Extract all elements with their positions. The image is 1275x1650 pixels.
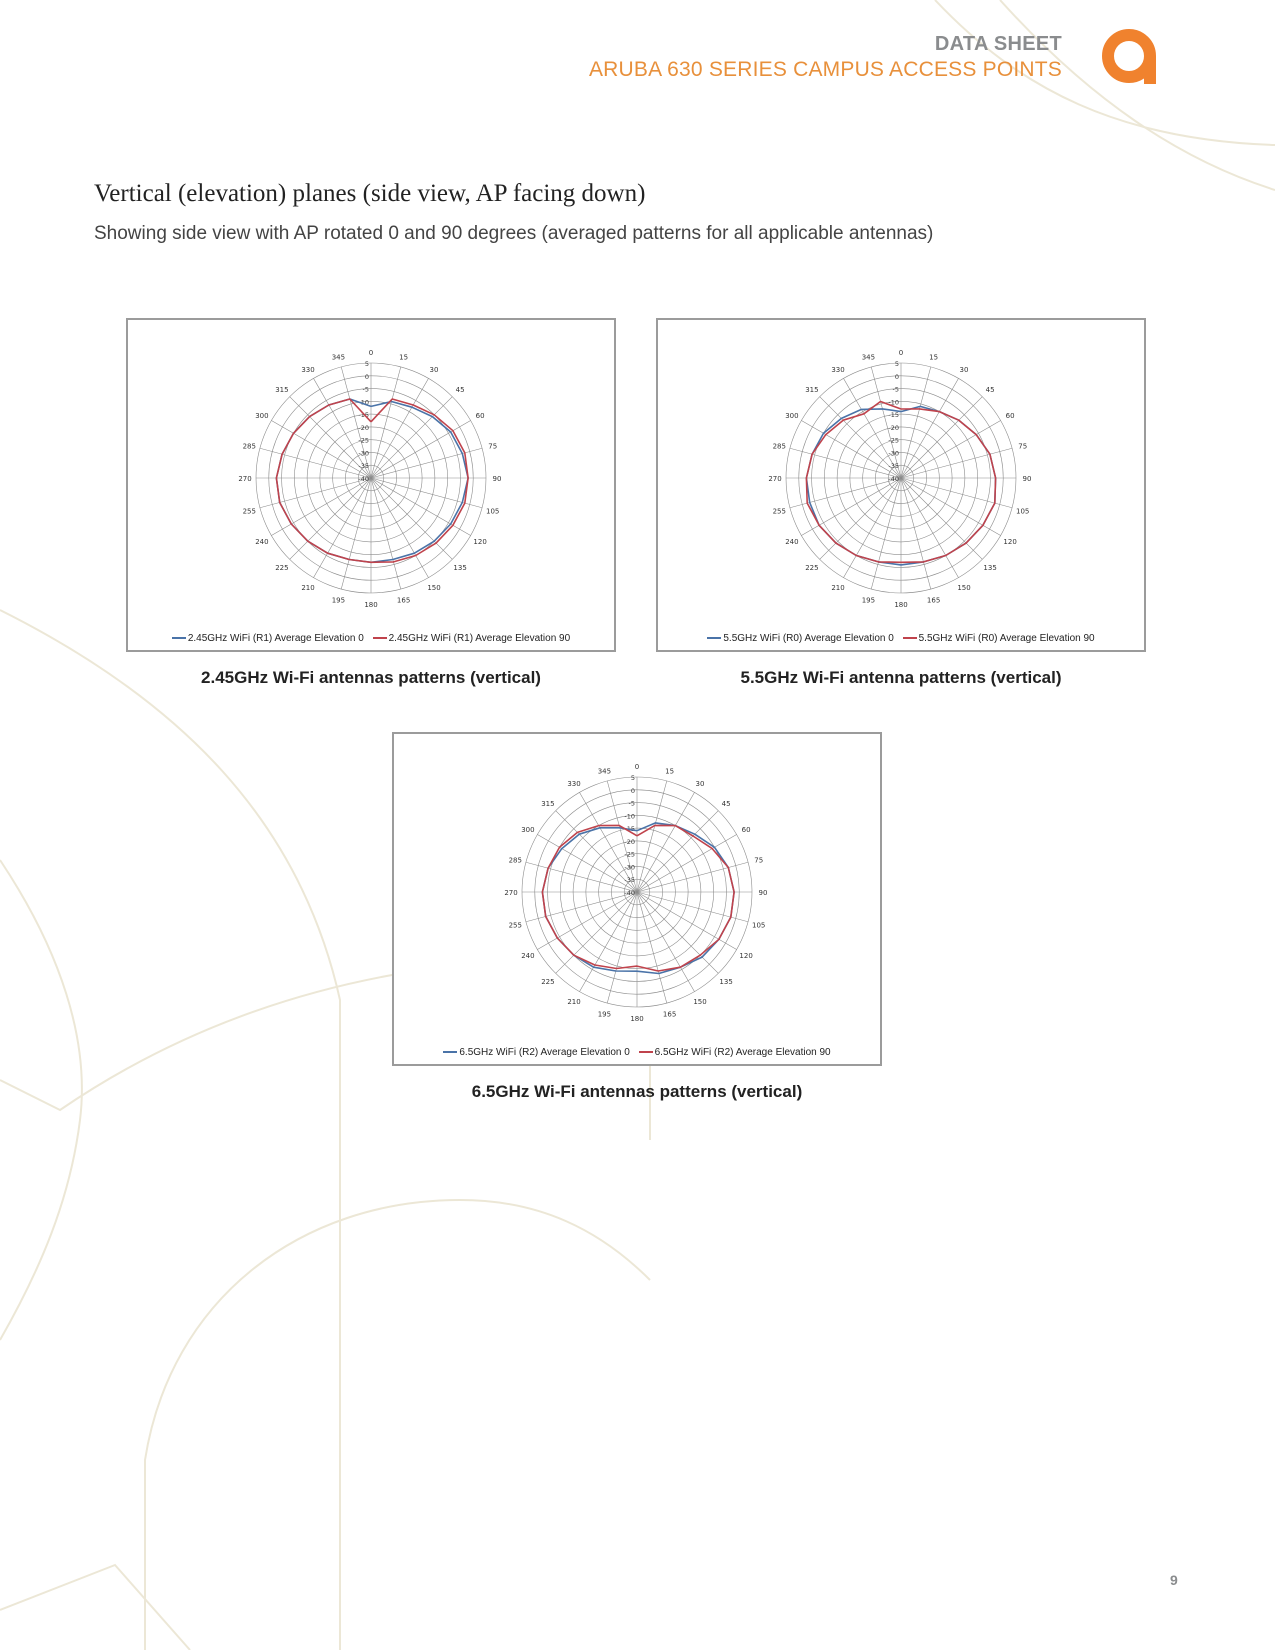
- chart-caption: 2.45GHz Wi-Fi antennas patterns (vertical): [201, 668, 541, 687]
- legend-label: 6.5GHz WiFi (R2) Average Elevation 90: [654, 1047, 831, 1058]
- legend-item: [903, 633, 1095, 644]
- polar-grid-spoke: [637, 862, 748, 892]
- angle-tick-label: 300: [521, 826, 535, 834]
- angle-tick-label: 120: [1003, 538, 1017, 546]
- angle-tick-label: 195: [861, 596, 876, 605]
- chart-caption: 6.5GHz Wi-Fi antennas patterns (vertical): [471, 1082, 803, 1101]
- radial-tick-label: -20: [358, 423, 369, 432]
- polar-grid-spoke: [607, 892, 637, 1003]
- product-name: ARUBA 630 SERIES CAMPUS ACCESS POINTS: [588, 58, 1062, 81]
- radial-tick-label: -25: [358, 436, 369, 445]
- polar-chart-2-45ghz: [126, 318, 616, 652]
- angle-tick-label: 150: [427, 584, 441, 593]
- radial-tick-label: -5: [362, 385, 369, 394]
- angle-tick-label: 345: [331, 353, 346, 362]
- radial-tick-label: -30: [624, 863, 635, 872]
- angle-tick-label: 180: [894, 601, 908, 609]
- angle-tick-label: 315: [541, 799, 555, 808]
- radial-tick-label: 0: [364, 372, 369, 381]
- chart-legend: [394, 1047, 880, 1058]
- polar-grid-spoke: [901, 478, 982, 559]
- legend-swatch: [903, 637, 917, 639]
- polar-grid-spoke: [790, 448, 901, 478]
- angle-tick-label: 75: [488, 442, 498, 451]
- radial-tick-label: -10: [358, 398, 369, 407]
- angle-tick-label: 285: [508, 856, 522, 865]
- series-line-1: [542, 825, 734, 971]
- angle-tick-label: 330: [831, 365, 845, 374]
- angle-tick-label: 135: [453, 564, 467, 573]
- polar-grid-spoke: [901, 448, 1012, 478]
- angle-tick-label: 165: [396, 596, 411, 605]
- angle-tick-label: 30: [959, 365, 969, 374]
- legend-label: 5.5GHz WiFi (R0) Average Elevation 90: [918, 633, 1095, 644]
- radial-tick-label: -40: [888, 475, 899, 483]
- angle-tick-label: 60: [741, 826, 751, 834]
- legend-item: [373, 633, 571, 644]
- polar-grid-spoke: [637, 892, 667, 1003]
- polar-grid-spoke: [290, 478, 371, 559]
- angle-tick-label: 90: [1022, 475, 1032, 483]
- radial-tick-label: -15: [358, 411, 369, 420]
- angle-tick-label: 135: [983, 564, 997, 573]
- section-title: Vertical (elevation) planes (side view, AP facing down): [94, 180, 646, 207]
- polar-grid-spoke: [260, 448, 371, 478]
- angle-tick-label: 45: [985, 385, 995, 394]
- polar-plot: [394, 734, 880, 1034]
- radial-tick-label: 0: [630, 786, 635, 795]
- angle-tick-label: 15: [665, 767, 675, 776]
- legend-label: 2.45GHz WiFi (R1) Average Elevation 90: [388, 633, 571, 644]
- angle-tick-label: 45: [721, 799, 731, 808]
- angle-tick-label: 270: [768, 475, 782, 483]
- angle-tick-label: 345: [861, 353, 876, 362]
- polar-grid-spoke: [901, 367, 931, 478]
- legend-item: [707, 633, 893, 644]
- angle-tick-label: 270: [504, 889, 518, 897]
- angle-tick-label: 195: [597, 1010, 612, 1019]
- angle-tick-label: 315: [805, 385, 819, 394]
- angle-tick-label: 135: [719, 978, 733, 987]
- radial-tick-label: -35: [888, 462, 899, 471]
- angle-tick-label: 195: [331, 596, 346, 605]
- polar-grid-spoke: [371, 478, 401, 589]
- angle-tick-label: 330: [567, 779, 581, 788]
- polar-grid-spoke: [526, 862, 637, 892]
- legend-swatch: [707, 637, 721, 639]
- polar-grid-spoke: [556, 892, 637, 973]
- legend-item: [443, 1047, 629, 1058]
- angle-tick-label: 180: [630, 1015, 644, 1023]
- polar-grid-spoke: [901, 478, 931, 589]
- legend-swatch: [373, 637, 387, 639]
- angle-tick-label: 120: [739, 952, 753, 960]
- legend-label: 5.5GHz WiFi (R0) Average Elevation 0: [723, 633, 894, 644]
- angle-tick-label: 0: [634, 763, 640, 771]
- angle-tick-label: 255: [508, 921, 522, 930]
- angle-tick-label: 60: [475, 412, 485, 420]
- angle-tick-label: 240: [255, 538, 269, 546]
- angle-tick-label: 150: [957, 584, 971, 593]
- angle-tick-label: 165: [926, 596, 941, 605]
- polar-grid-spoke: [371, 367, 401, 478]
- radial-tick-label: -35: [358, 462, 369, 471]
- angle-tick-label: 225: [805, 564, 819, 573]
- radial-tick-label: -35: [624, 876, 635, 885]
- polar-plot: [128, 320, 614, 620]
- angle-tick-label: 285: [772, 442, 786, 451]
- angle-tick-label: 300: [255, 412, 269, 420]
- angle-tick-label: 210: [567, 998, 581, 1007]
- angle-tick-label: 330: [301, 365, 315, 374]
- polar-chart-6-5ghz: [392, 732, 882, 1066]
- legend-label: 6.5GHz WiFi (R2) Average Elevation 0: [459, 1047, 630, 1058]
- polar-grid-spoke: [637, 892, 718, 973]
- angle-tick-label: 165: [662, 1010, 677, 1019]
- radial-tick-label: -20: [888, 423, 899, 432]
- angle-tick-label: 105: [1016, 507, 1030, 516]
- legend-label: 2.45GHz WiFi (R1) Average Elevation 0: [187, 633, 364, 644]
- angle-tick-label: 270: [238, 475, 252, 483]
- radial-tick-label: -15: [888, 411, 899, 420]
- angle-tick-label: 120: [473, 538, 487, 546]
- angle-tick-label: 150: [693, 998, 707, 1007]
- page-header: [589, 33, 1062, 82]
- section-subtitle: Showing side view with AP rotated 0 and 90 degrees (averaged patterns for all applicable antennas): [94, 223, 934, 244]
- angle-tick-label: 60: [1005, 412, 1015, 420]
- angle-tick-label: 315: [275, 385, 289, 394]
- angle-tick-label: 0: [898, 349, 904, 357]
- angle-tick-label: 240: [521, 952, 535, 960]
- radial-tick-label: -15: [624, 825, 635, 834]
- chart-legend: [658, 633, 1144, 644]
- radial-tick-label: -25: [624, 850, 635, 859]
- angle-tick-label: 45: [455, 385, 465, 394]
- angle-tick-label: 255: [242, 507, 256, 516]
- radial-tick-label: -30: [888, 449, 899, 458]
- legend-swatch: [172, 637, 186, 639]
- radial-tick-label: 5: [630, 774, 635, 782]
- angle-tick-label: 0: [368, 349, 374, 357]
- doc-type: DATA SHEET: [934, 33, 1062, 55]
- angle-tick-label: 75: [1018, 442, 1028, 451]
- radial-tick-label: -5: [892, 385, 899, 394]
- angle-tick-label: 225: [275, 564, 289, 573]
- angle-tick-label: 240: [785, 538, 799, 546]
- polar-grid-spoke: [637, 781, 667, 892]
- angle-tick-label: 285: [242, 442, 256, 451]
- angle-tick-label: 15: [929, 353, 939, 362]
- angle-tick-label: 180: [364, 601, 378, 609]
- radial-tick-label: -10: [624, 812, 635, 821]
- angle-tick-label: 105: [486, 507, 500, 516]
- angle-tick-label: 75: [754, 856, 764, 865]
- radial-tick-label: 0: [894, 372, 899, 381]
- angle-tick-label: 90: [492, 475, 502, 483]
- radial-tick-label: -20: [624, 837, 635, 846]
- page-number: 9: [1170, 1572, 1178, 1588]
- angle-tick-label: 255: [772, 507, 786, 516]
- polar-grid-spoke: [820, 478, 901, 559]
- chart-legend: [128, 633, 614, 644]
- angle-tick-label: 30: [429, 365, 439, 374]
- radial-tick-label: 5: [894, 360, 899, 368]
- radial-tick-label: -40: [624, 889, 635, 897]
- angle-tick-label: 210: [831, 584, 845, 593]
- polar-grid-spoke: [871, 478, 901, 589]
- angle-tick-label: 105: [752, 921, 766, 930]
- angle-tick-label: 210: [301, 584, 315, 593]
- radial-tick-label: -5: [628, 799, 635, 808]
- radial-tick-label: 5: [364, 360, 369, 368]
- polar-grid-spoke: [371, 478, 452, 559]
- angle-tick-label: 90: [758, 889, 768, 897]
- angle-tick-label: 225: [541, 978, 555, 987]
- polar-grid-spoke: [341, 478, 371, 589]
- radial-tick-label: -10: [888, 398, 899, 407]
- angle-tick-label: 30: [695, 779, 705, 788]
- radial-tick-label: -40: [358, 475, 369, 483]
- angle-tick-label: 300: [785, 412, 799, 420]
- polar-grid-spoke: [637, 811, 718, 892]
- polar-plot: [658, 320, 1144, 620]
- legend-item: [172, 633, 364, 644]
- legend-swatch: [639, 1051, 653, 1053]
- radial-tick-label: -30: [358, 449, 369, 458]
- aruba-logo-icon: [1100, 28, 1162, 88]
- radial-tick-label: -25: [888, 436, 899, 445]
- polar-chart-5-5ghz: [656, 318, 1146, 652]
- angle-tick-label: 15: [399, 353, 409, 362]
- legend-item: [639, 1047, 831, 1058]
- chart-caption: 5.5GHz Wi-Fi antenna patterns (vertical): [740, 668, 1062, 687]
- legend-swatch: [443, 1051, 457, 1053]
- angle-tick-label: 345: [597, 767, 612, 776]
